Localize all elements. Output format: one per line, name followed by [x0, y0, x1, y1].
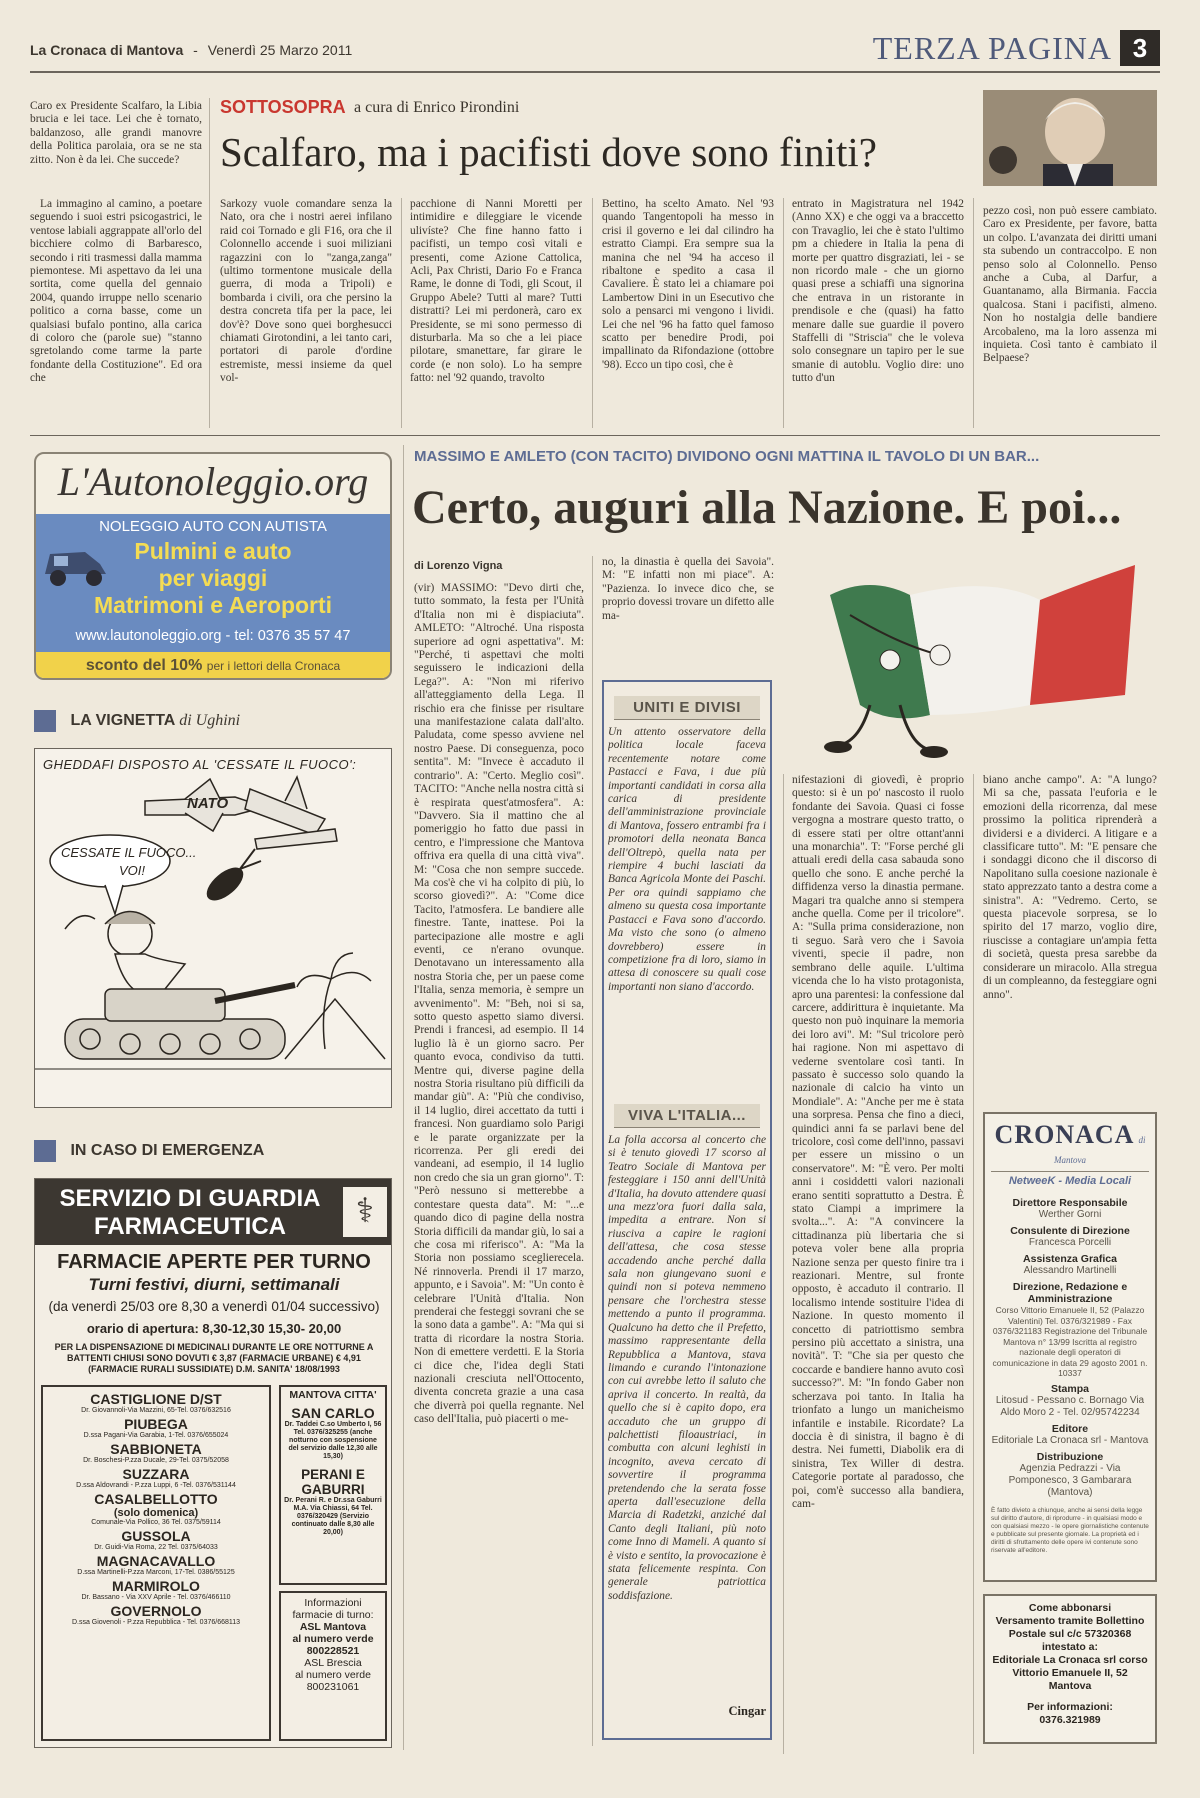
mast-n7: Agenzia Pedrazzi - Via Pomponesco, 3 Gambarara (Mantova) [1008, 1462, 1132, 1498]
article1-byline: a cura di Enrico Pirondini [354, 99, 520, 116]
ph-mantova: MANTOVA CITTA' [289, 1389, 377, 1401]
pharmacy-service-1: SERVIZIO DI GUARDIA [59, 1185, 321, 1212]
mast-r3: Assistenza Grafica [1023, 1253, 1117, 1265]
ph-info3: al numero verde [292, 1633, 374, 1645]
box2-text: La folla accorsa al concerto che si è tenuto giovedì 17 scorso al Teatro Sociale di Mantova per festeggiare i 150 anni dell'Unità d'Italia, ha dovuto attendere quasi una mezz'ora fuori dalla sala, impedita a entrare. Non si riusciva a capire le ragioni dell'attesa, che cosa stesse accadendo anche perché dalla sala non giungevano suoni e quindi non si poteva nemmeno pensare che l'orchestra stesse mettendo a punto il programma. Qualcuno ha detto che il Prefetto, massimo rappresentante della Repubblica a Mantova, stava limando e curando l'intonazione con cui avrebbe letto il saluto che apriva il concerto. In realtà, da quello che si è capito dopo, era accaduto che un gruppo di palchettisti filoaustriaci, in combutta con alcuni leghisti in incognito, aveva cercato di sovvertire il programma pretendendo che la serata fosse aperta dall'esecuzione della Marcia di Radetzki, anziché dal Canto degli Italiani, più noto come Inno di Mameli. A quanto si è visto e sentito, la provocazione è stata felicemente respinta. Con generale patriottica soddisfazione. [608, 1134, 766, 1602]
issue-date: Venerdì 25 Marzo 2011 [207, 42, 353, 58]
ph-info2: ASL Mantova [299, 1621, 367, 1633]
mast-n1: Werther Gorni [1038, 1209, 1102, 1220]
ph-magnacavallo-addr: D.ssa Martinelli-P.zza Marconi, 17-Tel. 0386/55125 [77, 1569, 235, 1576]
autonoleggio-brand: L'Autonoleggio.org [57, 459, 369, 504]
ph-marmirolo-addr: Dr. Bassano - Via XXV Aprile - Tel. 0376/466110 [81, 1594, 231, 1601]
mast-r1: Direttore Responsabile [1012, 1197, 1128, 1209]
sub-l2: Versamento tramite Bollettino Postale sul c/c 57320368 [995, 1615, 1145, 1640]
ph-piubega-addr: D.ssa Pagani-Via Garabia, 1-Tel. 0376/655024 [83, 1432, 229, 1439]
article1-headline: Scalfaro, ma i pacifisti dove sono finiti? [220, 129, 877, 175]
sub-l4: Editoriale La Cronaca srl corso Vittorio Emanuele II, 52 Mantova [992, 1654, 1148, 1692]
pharmacy-open: FARMACIE APERTE PER TURNO [57, 1251, 371, 1273]
scalfaro-photo [983, 90, 1157, 186]
sub-l1: Come abbonarsi [1028, 1602, 1112, 1614]
vignetta-author: di Ughini [179, 712, 241, 730]
article1-col6: pezzo così, non può essere cambiato. Caro ex Presidente, per favore, batta un colpo. L'avanzata dei diritti umani sta subendo un contraccolpo. E non penso solo al Colonnello. Penso anche a Cuba, al Darfur, a Guantanamo, alla Birmania. Faccia qualcosa. Stani i pacifisti, almeno. Non ho nostalgia delle bandiere Arcobaleno, ma la loro assenza mi inquieta. Così tanto è cambiato il Belpaese? [983, 205, 1157, 365]
subscribe-box [983, 1594, 1157, 1744]
ph-castiglione-addr: Dr. Giovannoli-Via Mazzini, 65-Tel. 0376/632516 [81, 1407, 231, 1414]
article1-col4: Bettino, ha scelto Amato. Nel '93 quando Tangentopoli ha messo in crisi il governo e lei dal cilindro ha estratto Ciampi. Era sempre sua la manina che nel '94 ha acceso il ribaltone e spedito a casa il Cavaliere. È stato lei a chiamare poi Lambertow Dini in un Esecutivo che solo a pensarci mi vengono i lividi. Lei che nel '96 ha fatto quel famoso scatto per benedire Prodi, poi impallinato da Rifondazione (ottobre '98). Ecco un tipo così, che è [602, 198, 774, 371]
ph-perani-addr: Dr. Perani R. e Dr.ssa Gaburri M.A. Via Chiassi, 64 Tel. 0376/320429 (Servizio continuato dalle 8,30 alle 20,00) [284, 1497, 382, 1536]
article1-col1: La immagino al camino, a poetare seguendo i suoi estri psicogastrici, le ventose labiali aggrappate all'orlo del bicchiere colmo di Barbaresco, secondo i riti trasmessi dalla mamma piemontese. Mi aspettavo da lei una sortita, come quella del gennaio 2004, quando irruppe nello scenario politico a corna basse, come un qualsiasi bufalo pontino, alla carica di coloro che (parole sue) "stanno sgretolando come tarme la parte fondante della Costituzione". Ed ora che [30, 198, 202, 385]
gaddafi-figure [65, 912, 185, 995]
autonoleggio-line1: NOLEGGIO AUTO CON AUTISTA [99, 518, 327, 535]
pharmacy-period: (da venerdì 25/03 ore 8,30 a venerdì 01/04 successivo) [48, 1299, 380, 1314]
fighter-jet-icon [145, 777, 337, 849]
ph-governolo: GOVERNOLO [110, 1603, 202, 1619]
article1-kicker: SOTTOSOPRA [220, 97, 346, 117]
article1-intro: Caro ex Presidente Scalfaro, la Libia brucia e lei tace. Lei che è tornato, baldanzoso, alle grandi manovre della Politica parolaia, ora se ne sta zitto. Non è da lei. Che succede? [30, 100, 202, 166]
article2-col2-top: no, la dinastia è quella dei Savoia". M: "E infatti non mi piace". A: "Pazienza. Io invece dico che, se proprio dovessi trovare un difetto alle ma- [602, 556, 774, 622]
vignetta-bubble2: VOI! [119, 863, 146, 878]
masthead-name: CRONACA [994, 1120, 1135, 1149]
paper-name: La Cronaca di Mantova [30, 42, 184, 58]
emergency-title: IN CASO DI EMERGENZA [70, 1142, 265, 1160]
ph-piubega: PIUBEGA [124, 1416, 188, 1432]
article2-col1: (vir) MASSIMO: "Devo dirti che, tutto sommato, la festa per l'Unità d'Italia non mi è dispiaciuta". AMLETO: "Altroché. Una risposta superiore ad ogni aspettativa". M: "Perché, ti aspettavi che molti seguissero le indicazioni della Lega?". A: "Non mi riferivo all'atteggiamento della Lega. Il rischio era che finisse per risultare una manifestazione calata dall'alto. Paludata, come spesso avviene nel nostro Paese. Di conseguenza, poco sentita". M: "Invece è accaduto il contrario". A: "Certo. Meglio così". TACITO: "Anche nella nostra città si è respirata quest'atmosfera". A: "Davvero. Sia il mattino che al pomeriggio ho fatto due passi in centro, e l'impressione che Mantova offriva era quella di una città viva". M: "Cosa che non sempre succede. Ma cos'è che vi ha colpito di più, lo scorso giovedì?". A: "Come dice Tacito, l'atmosfera. Le bandiere alle finestre. Tante, inattese. Poi la partecipazione alle mostre e agli eventi, ce n'erano ovunque. Denotavano un interessamento alla nostra Storia che, per un paese come l'Italia, senza memoria, è sempre un avvenimento". M: "Beh, noi si sa, sotto questo aspetto siamo diversi. Prendi i francesi, ad esempio. Il 14 luglio là è un giorno sacro. Per quanto evoca, condiviso da tutti. Mentre qui, diverse pagine della nostra Storia risultano più difficili da mandar giù". A: "Più che condiviso, il 14 luglio, direi accettato da tutti i francesi. Non guardiamo solo Parigi e le parate organizzate per la ricorrenza. Per gli eredi dei vandeani, ad esempio, il 14 luglio non credo che sia un gran giorno". T: "Però nessuno si metterebbe a contestare questa data". M: "...e quando dico di pagine della nostra Storia difficili da mandar giù, lo sai a che cosa mi riferisco". A: "Ma la Storia non possiamo sceglierecela. Né rinnoverla. Prendi il 17 marzo, appunto, e i Savoia". M: "Un conto è celebrare l'Unità d'Italia. Non prenderai che festeggi sovrani che se la sono data a gambe". A: "Ma qui si tratta di ricordare la nostra Storia. Non di emettere verdetti. E la Storia ci dice che, l'idea degli Stati nazionali cresciuta nell'Ottocento, diventa concreta grazie a una casa che diverrà poi quella regnante. Nel caso dell'Italia, può piacerti o me- [414, 582, 584, 1426]
ph-sabbioneta-addr: Dr. Boschesi-P.zza Ducale, 29-Tel. 0375/52058 [83, 1457, 229, 1464]
mast-r6: Editore [1051, 1422, 1089, 1435]
ph-casalbellotto-addr: Comunale-Via Pollico, 36 Tel. 0375/59114 [91, 1519, 221, 1526]
mast-r2: Consulente di Direzione [1010, 1225, 1130, 1237]
sub-l3: intestato a: [1041, 1641, 1098, 1653]
article2-byline: di Lorenzo Vigna [414, 560, 503, 572]
caduceus-icon: ⚕ [343, 1187, 387, 1237]
ph-gussola-addr: Dr. Guidi-Via Roma, 22 Tel. 0375/64033 [94, 1544, 218, 1551]
article2-headline: Certo, auguri alla Nazione. E poi... [412, 481, 1122, 534]
mast-n3: Alessandro Martinelli [1023, 1265, 1117, 1276]
vignetta-title: LA VIGNETTA [70, 712, 175, 730]
vignetta-bubble1: CESSATE IL FUOCO... [61, 845, 197, 860]
article2-col3: nifestazioni di giovedì, è proprio questo: si è un po' nascosto il ruolo fondante dei Savoia. Quasi ci fosse vergogna a mostrare questo tratto, o di essere stati per oltre ottant'anni una monarchia". T: "Forse perché gli attuali eredi della casa sabauda sono quello che sono. E anche perché la diffidenza verso la dinastia permane. Magari tra qualche anno si stempera anche quella. Come per il tricolore". A: "Sulla prima considerazione, non ti seguo. Sarà vero che i Savoia viventi, specie il padre, non sembrano delle aquile. L'ultima vicenda che lo ha visto protagonista, apro una parentesi: la confessione dal carcere, addirittura è inquietante. Ma questo non può inquinare la memoria dei loro avi". M: "Sul tricolore però hai ragione. Non mi aspettavo di vederne sventolare così tanti. In passato è successo solo quando la nazionale di calcio ha vinto un Mondiale". A: "Anche per me è stata una sorpresa. Pensa che fino a dieci, quindici anni fa se parlavi bene del tricolore, così come dell'inno, passavi per essere un missino o un conservatore". M: "È vero. Per molti anni i cosiddetti valori nazionali erano sentiti soprattutto a Destra. È stato Ciampi a imprimere la svolta...". A: "A convincere la cittadinanza più libertaria che si poteva voler bene alla propria Nazione senza per questo finire tra i reazionari. Mentre, sul fronte opposto, è accaduto il contrario. Il localismo intende sostituire l'idea di Nazione. In questo momento il concetto di patriottismo sembra persino più accettato a sinistra, una novità". T: "Che sia per questo che coccarde e bandiere hanno avuto così successo?". M: "In fondo Gaber non scherzava poi tanto. In Italia ha trionfato a lungo un manicheismo infantile e instabile. Ricordate? La doccia è di sinistra, il bagno è di destra. Nei fumetti, Diabolik era di sinistra, Tex Willer di destra. Categorie portate al paradosso, che poi, com'è successo alla bandiera, cam- [792, 774, 964, 1510]
mast-n4: Corso Vittorio Emanuele II, 52 (Palazzo Valentini) Tel. 0376/321989 - Fax 0376/321183 Registrazione del Tribunale Mantova n° 13/99 Iscritta al registro nazionale degli operatori di comunicazione in data 29 agosto 2001 n. 10337 [992, 1305, 1148, 1378]
autonoleggio-line4: Matrimoni e Aeroporti [93, 592, 333, 618]
ph-gussola: GUSSOLA [121, 1528, 191, 1544]
mast-r4: Direzione, Redazione e Amministrazione [1012, 1281, 1128, 1305]
ph-castiglione: CASTIGLIONE D/ST [90, 1391, 222, 1407]
section-title: TERZA PAGINA [872, 30, 1112, 66]
box1-text: Un attento osservatore della politica locale faceva recentemente notare come Pastacci e Fava, i due più importanti candidati in corsa alla carica di presidente dell'amministrazione provinciale di Mantova, fossero entrambi fra i promotori della neonata Banca dell'Oltrepò, quella nata per riempire 4 buchi lasciati da Banca Agricola Monte dei Paschi. Per ora quindi sappiamo che almeno su questa cosa importante Pastacci e Fava sono d'accordo. Ma visto che sono (o almeno dovrebbero) essere in competizione fra di loro, siamo in attesa di conoscere su quali cose importanti non siano d'accordo. [608, 726, 766, 993]
pharmacy-turni: Turni festivi, diurni, settimanali [88, 1275, 340, 1294]
mast-legal: È fatto divieto a chiunque, anche ai sensi della legge sul diritto d'autore, di riprodurre - in qualsiasi modo e con qualsiasi mezzo - le opere giornalistiche contenute e pubblicate sul presente giornale. La proprietà ed i diritti di sfruttamento delle opere ivi contenute sono riservate all'editore. [991, 1506, 1149, 1554]
autonoleggio-contact[interactable]: www.lautonoleggio.org - tel: 0376 35 57 47 [75, 628, 351, 644]
article1-col2: Sarkozy vuole comandare senza la Nato, ora che i nostri aerei infilano raid coi Tornado e gli F16, ora che il Colonnello accende i suoi miliziani ragazzini con lo "zanga,zanga" (ultimo tormentone musicale della guerra, di moda a Tripoli) e bombarda i civili, ora che persino la destra concreta tifa per la pace, lei dov'è? Dove sono quei borghesucci chiamati Girotondini, a lei tanto cari, portatori di parole d'ordine estremiste, messi insieme da quel vol- [220, 198, 392, 385]
nato-label: NATO [187, 795, 229, 812]
autonoleggio-discount: sconto del 10% [85, 657, 203, 674]
pharmacy-hours: orario di apertura: 8,30-12,30 15,30- 20,00 [86, 1321, 342, 1336]
italian-flag-illustration [790, 555, 1160, 770]
ph-perani: PERANI E GABURRI [301, 1467, 365, 1497]
article1-col5: entrato in Magistratura nel 1942 (Anno XX) e che oggi va a braccetto con Travaglio, lei che è stato l'ultimo pm a chiedere in Italia la pena di morte per quattro disgraziati, lei - se non ricordo male - che un giorno quasi prese a schiaffi una signorina che entrava in un ristorante in prendisole e che (quasi) ha fatto menare dalle sue guardie il povero Staffelli di "Striscia" che le voleva solo consegnare un tapiro per le sue smanie di autoblu. Voglio dire: uno tutto d'un [792, 198, 964, 385]
masthead-tag: NetweeK - Media Locali [1008, 1175, 1132, 1187]
page-number: 3 [1120, 30, 1160, 66]
box1-title: UNITI E DIVISI [614, 696, 760, 720]
ph-sancarlo: SAN CARLO [291, 1405, 375, 1421]
pharmacy-service-2: FARMACEUTICA [94, 1213, 286, 1240]
ph-governolo-addr: D.ssa Giovenoli - P.zza Repubblica - Tel. 0376/668113 [71, 1619, 241, 1626]
pharmacy-note: PER LA DISPENSAZIONE DI MEDICINALI DURANTE LE ORE NOTTURNE A BATTENTI CHIUSI SONO DOVUTI € 3,87 (FARMACIE URBANE) € 4,91 (FARMACIE RURALI SUSSIDIATE) D.M. SANITA' 18/08/1993 [54, 1342, 374, 1374]
ph-suzzara: SUZZARA [122, 1466, 190, 1482]
mast-r5: Stampa [1051, 1382, 1089, 1395]
ph-casalbellotto: CASALBELLOTTO [94, 1491, 218, 1507]
side-box [602, 680, 772, 1740]
pharmacy-box [34, 1178, 392, 1748]
mast-r7: Distribuzione [1036, 1450, 1104, 1463]
sub-l6: 0376.321989 [1039, 1714, 1101, 1726]
ph-casalbellotto-note: (solo domenica) [113, 1507, 199, 1519]
box-signature: Cingar [728, 1704, 766, 1718]
ph-info1: Informazioni farmacie di turno: [292, 1597, 374, 1621]
ph-info7: 800231061 [306, 1681, 360, 1693]
ph-suzzara-addr: D.ssa Aldovrandi - P.zza Luppi, 6 -Tel. 0376/531144 [76, 1482, 236, 1489]
autonoleggio-ad[interactable] [34, 452, 392, 680]
ph-magnacavallo: MAGNACAVALLO [96, 1553, 216, 1569]
box2-title: VIVA L'ITALIA... [614, 1104, 760, 1128]
section-square-icon [34, 1140, 56, 1162]
ph-marmirolo: MARMIROLO [112, 1578, 200, 1594]
ph-sancarlo-addr: Dr. Taddei C.so Umberto I, 56 Tel. 0376/325255 (anche notturno con sospensione del servizio dalle 12,30 alle 15,30) [284, 1421, 382, 1460]
vignetta-cartoon [34, 748, 392, 1108]
masthead-sub: di Mantova [1054, 1135, 1146, 1165]
ph-info4: 800228521 [306, 1645, 360, 1657]
vignetta-caption: GHEDDAFI DISPOSTO AL 'CESSATE IL FUOCO': [43, 757, 357, 772]
palm-tree-icon [285, 953, 385, 1059]
autonoleggio-line2: Pulmini e auto [134, 538, 292, 564]
mast-n6: Editoriale La Cronaca srl - Mantova [991, 1434, 1149, 1446]
mast-n2: Francesca Porcelli [1028, 1237, 1112, 1248]
sub-l5: Per informazioni: [1027, 1701, 1113, 1713]
ph-info6: al numero verde [295, 1669, 371, 1681]
autonoleggio-discount-rest: per i lettori della Cronaca [206, 659, 341, 673]
masthead-box [983, 1112, 1157, 1582]
bomb-icon [201, 849, 261, 907]
autonoleggio-line3: per viaggi [158, 565, 268, 591]
ph-sabbioneta: SABBIONETA [110, 1441, 202, 1457]
mast-n5: Litosud - Pessano c. Bornago Via Aldo Moro 2 - Tel. 02/95742234 [995, 1394, 1145, 1418]
article1-col3: pacchione di Nanni Moretti per intimidire e dileggiare le vicende ulivíste? Che fine hanno fatto i pacifisti, un tempo così vitali e presenti, come Azione Cattolica, Acli, Pax Christi, Dario Fo e Franca Rame, le donne di Todi, gli Scout, il Gruppo Abele? Tutti al mare? Tutti distratti? Lei mi perdonerà, caro ex Presidente, se mi sono permesso di disturbarla. Ma so che a lei piace pilotare, smanettare, far girare le corde (e non solo). Lo ha sempre fatto: nel '92 quando, travolto [410, 198, 582, 385]
article2-col4: biano anche campo". A: "A lungo? Mi sa che, passata l'euforia e le emozioni della ricorrenza, dal mese prossimo la politica riprenderà a dividersi e a dividerci. A litigare e a classificare tutto". M: "E pensare che i sondaggi dicono che il discorso di Napolitano sulla coesione nazionale è stato apprezzato tanto a destra come a sinistra". A: "Vedremo. Certo, se questa piacevole sorpresa, se lo spirito del 17 marzo, voglio dire, riuscisse a contagiare un'ampia fetta di società, questa presa sarebbe da considerare un miracolo. Alla stregua di un compleanno, da festeggiare ogni anno". [983, 774, 1157, 1001]
ph-info5: ASL Brescia [304, 1657, 362, 1669]
section-square-icon [34, 710, 56, 732]
tank-icon [65, 985, 295, 1059]
article2-kicker: MASSIMO E AMLETO (CON TACITO) DIVIDONO OGNI MATTINA IL TAVOLO DI UN BAR... [414, 448, 1040, 465]
